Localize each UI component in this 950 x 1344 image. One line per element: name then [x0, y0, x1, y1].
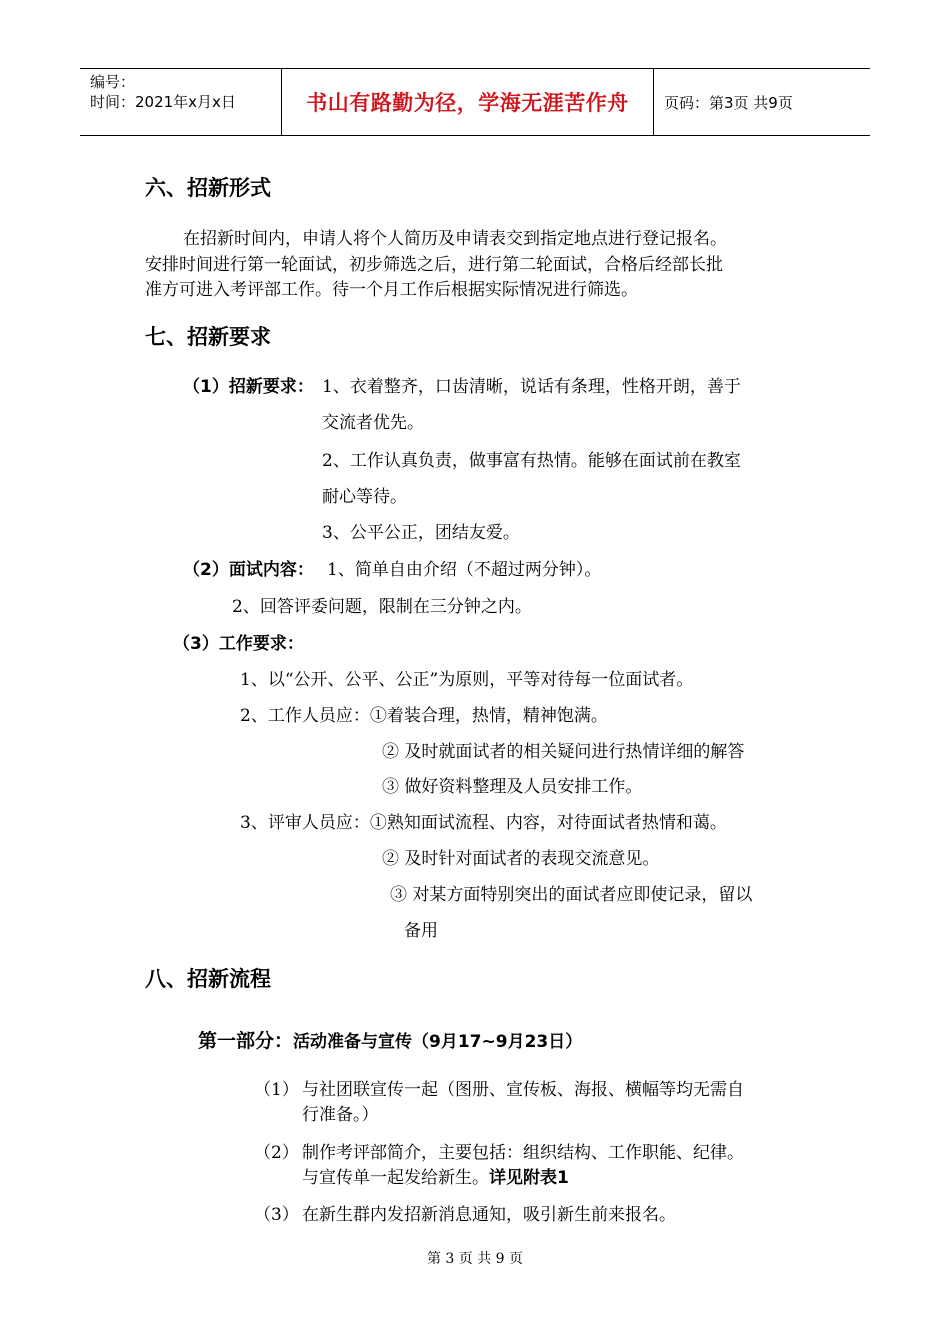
- section-7-title: 七、招新要求: [145, 325, 271, 349]
- part-1-item-number: （1）: [254, 1080, 299, 1100]
- header-motto-cell: [282, 69, 654, 135]
- s6-line-1: 在招新时间内，申请人将个人简历及申请表交到指定地点进行登记报名。: [183, 229, 727, 249]
- requirement-1-item: 2、工作认真负责，做事富有热情。能够在面试前在教室: [322, 451, 741, 471]
- requirement-3-item: 3、评审人员应：①熟知面试流程、内容，对待面试者热情和蔼。: [240, 813, 727, 833]
- requirement-3-item: 2、工作人员应：①着装合理，热情，精神饱满。: [240, 706, 608, 726]
- part-1-title: 活动准备与宣传（9月17~9月23日）: [293, 1032, 583, 1052]
- part-1-item-number: （2）: [254, 1143, 299, 1163]
- part-1-label: 第一部分：: [198, 1030, 294, 1052]
- part-1-item-line: 在新生群内发招新消息通知，吸引新生前来报名。: [302, 1205, 676, 1225]
- requirement-2-item: 2、回答评委问题，限制在三分钟之内。: [232, 597, 532, 617]
- requirement-3-item: ② 及时针对面试者的表现交流意见。: [382, 849, 660, 869]
- header-meta: [80, 69, 282, 135]
- requirement-1-item: 耐心等待。: [322, 487, 407, 507]
- header-motto: 书山有路勤为径，学海无涯苦作舟: [306, 91, 629, 115]
- part-1-item-line: 制作考评部简介，主要包括：组织结构、工作职能、纪律。: [302, 1143, 744, 1163]
- requirement-2-item: 1、简单自由介绍（不超过两分钟）。: [327, 560, 602, 580]
- header-page-info: 页码：第3页 共9页: [664, 93, 793, 112]
- requirement-3-item: ② 及时就面试者的相关疑问进行热情详细的解答: [382, 742, 745, 762]
- part-1-item-number: （3）: [254, 1205, 299, 1225]
- part-1-heading: [198, 1026, 582, 1053]
- requirement-3-item: 1、以“公开、公平、公正”为原则，平等对待每一位面试者。: [240, 670, 694, 690]
- s6-line-3: 准方可进入考评部工作。待一个月工作后根据实际情况进行筛选。: [145, 280, 638, 300]
- requirement-2-label: （2）面试内容：: [183, 560, 314, 580]
- s6-line-2: 安排时间进行第一轮面试，初步筛选之后，进行第二轮面试，合格后经部长批: [145, 255, 723, 275]
- requirement-1-item: 3、公平公正，团结友爱。: [322, 523, 520, 543]
- section-8-title: 八、招新流程: [145, 967, 271, 991]
- requirement-3-item: 备用: [404, 921, 438, 941]
- requirement-1-item: 1、衣着整齐，口齿清晰，说话有条理，性格开朗，善于: [322, 377, 741, 397]
- page-footer: 第 3 页 共 9 页: [426, 1251, 524, 1267]
- document-date: 时间：2021年x月x日: [90, 93, 236, 111]
- part-1-item-line: 行准备。）: [302, 1105, 379, 1125]
- page-header: [80, 68, 870, 136]
- requirement-1-item: 交流者优先。: [322, 413, 424, 433]
- document-number-label: 编号：: [90, 73, 136, 91]
- appendix-reference: 详见附表1: [489, 1168, 569, 1188]
- requirement-3-label: （3）工作要求：: [173, 634, 304, 654]
- part-1-item-line: [302, 1163, 569, 1188]
- part-1-item-text: 与宣传单一起发给新生。: [302, 1168, 489, 1188]
- part-1-item-line: 与社团联宣传一起（图册、宣传板、海报、横幅等均无需自: [302, 1080, 744, 1100]
- requirement-3-item: ③ 对某方面特别突出的面试者应即使记录，留以: [390, 885, 753, 905]
- section-6-title: 六、招新形式: [145, 176, 271, 200]
- requirement-3-item: ③ 做好资料整理及人员安排工作。: [382, 777, 643, 797]
- requirement-1-label: （1）招新要求：: [183, 377, 314, 397]
